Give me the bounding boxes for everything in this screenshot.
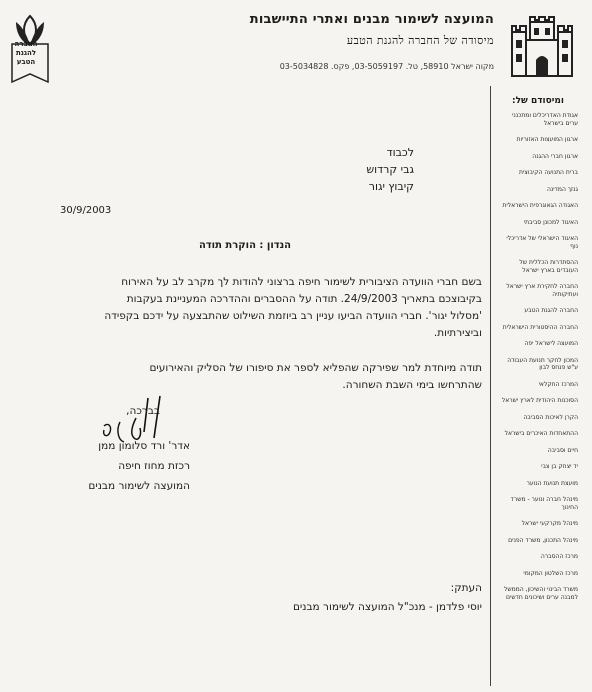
signer-name: אדר' ורד סלומון ממן xyxy=(98,440,190,452)
org-subtitle: מיסודה של החברה להגנת הטבע xyxy=(346,34,494,47)
cc-recipient: יוסי פלדמן - מנכ"ל המועצה לשימור מבנים xyxy=(292,601,482,613)
founder-item: ההתאחדות האיכרים בישראל xyxy=(504,430,578,437)
sidebar-divider xyxy=(490,86,491,686)
body-paragraph: תודה מיוחדת למר שפירקה שהפליא לספר את סיפורו של הסליק והאירועים שהתרחשו בימי השבת השחורה. xyxy=(149,362,482,391)
founders-list xyxy=(498,112,578,610)
signer-organization: המועצה לשימור מבנים xyxy=(88,480,190,492)
founder-item: האגודה הגאוגרפית הישראלית xyxy=(502,202,578,209)
building-logo-icon xyxy=(510,14,574,78)
cc-label: העתק: xyxy=(450,582,482,594)
founder-item: ארגון חברי ההגנה xyxy=(532,152,578,160)
founder-item: המכון לחקר תנועת העבודה ע"ש פנחס לבון xyxy=(507,356,578,371)
founder-item: הקרן לאיכות הסביבה xyxy=(523,413,578,421)
closing-greeting: בברכה, xyxy=(126,405,160,417)
recipient-address: קיבוץ יגור xyxy=(368,180,414,193)
founder-item: מינהל חברה ונוער - משרד החינוך xyxy=(510,496,578,511)
founder-item: חיים וסביבה xyxy=(547,446,578,454)
founder-item: מינהל מקרקעי ישראל xyxy=(521,520,578,527)
signer-role: רכזת מחוז חיפה xyxy=(118,460,190,472)
founder-item: מועצת תנועת הנוער xyxy=(526,479,578,487)
logo-text-line: הטבע xyxy=(16,58,36,66)
founder-item: גנזך המדינה xyxy=(546,185,578,193)
body-paragraph: בשם חברי הוועדה הציבורית לשימור חיפה ברצוני להודות לך מקרב לב על האירוח בקיבוצכם בתאריך 24/9/2003. תודה על ההסברים וההדרכה המעניינת בעקבות 'מסלול יגור'. חברי הוועדה הביעו עניין רב ביוזמת השילוט שהתבצעה על ידכם בקפידה וביצירתיות. xyxy=(104,276,482,339)
founder-item: המועצה לישראל יפה xyxy=(524,340,578,347)
founder-item: המרכז החקלאי xyxy=(538,380,578,388)
founder-item: האיגוד הישראלי של אדריכלי נוף xyxy=(506,235,578,250)
org-name: המועצה לשימור מבנים ואתרי התיישבות xyxy=(249,12,494,27)
founder-item: ההסתדרות הכללית של העובדים בארץ ישראל xyxy=(519,259,578,274)
logo-text-line: החברה xyxy=(14,40,38,48)
founder-item: ארגון המועצות האזוריות xyxy=(516,136,578,143)
sidebar-title: ומיסודם של: xyxy=(511,96,564,106)
founder-item: אגודת האדריכלים ומתכנני ערים בישראל xyxy=(512,112,578,127)
org-contact: מקוה ישראל 58910, טל. 03-5059197, פקס. 03-5034828 xyxy=(279,62,494,71)
founder-item: החברה להגנת הטבע xyxy=(524,307,578,314)
founder-item: יד יצחק בן צבי xyxy=(541,463,578,470)
logo-text-line: להגנת xyxy=(15,49,37,57)
founder-item: הסוכנות היהודית לארץ ישראל xyxy=(501,397,578,404)
founder-item: מינהל התכנון, משרד הפנים xyxy=(508,536,578,544)
founder-item: ברית התנועה הקיבוצית xyxy=(519,169,578,176)
letter-subject: הנדון : הוקרת תודה xyxy=(198,240,292,251)
recipient-salutation: לכבוד xyxy=(386,146,414,159)
recipient-name: גבי קרדוש xyxy=(366,163,414,176)
founder-item: מרכז השלטון המקומי xyxy=(523,569,578,577)
founder-item: החברה לחקירת ארץ ישראל ועתיקותיה xyxy=(506,283,578,298)
spni-logo-text xyxy=(6,40,46,67)
letter-date: 30/9/2003 xyxy=(60,205,112,216)
founder-item: מרכז ההסברה xyxy=(540,553,578,560)
founder-item: האיגוד למכונן סביבתי xyxy=(523,218,578,226)
founder-item: משרד הבינוי והשיכון, הממשל למבנה ערים ושיכונים חדשים xyxy=(503,586,578,601)
founder-item: החברה ההיסטורית הישראלית xyxy=(502,323,578,331)
